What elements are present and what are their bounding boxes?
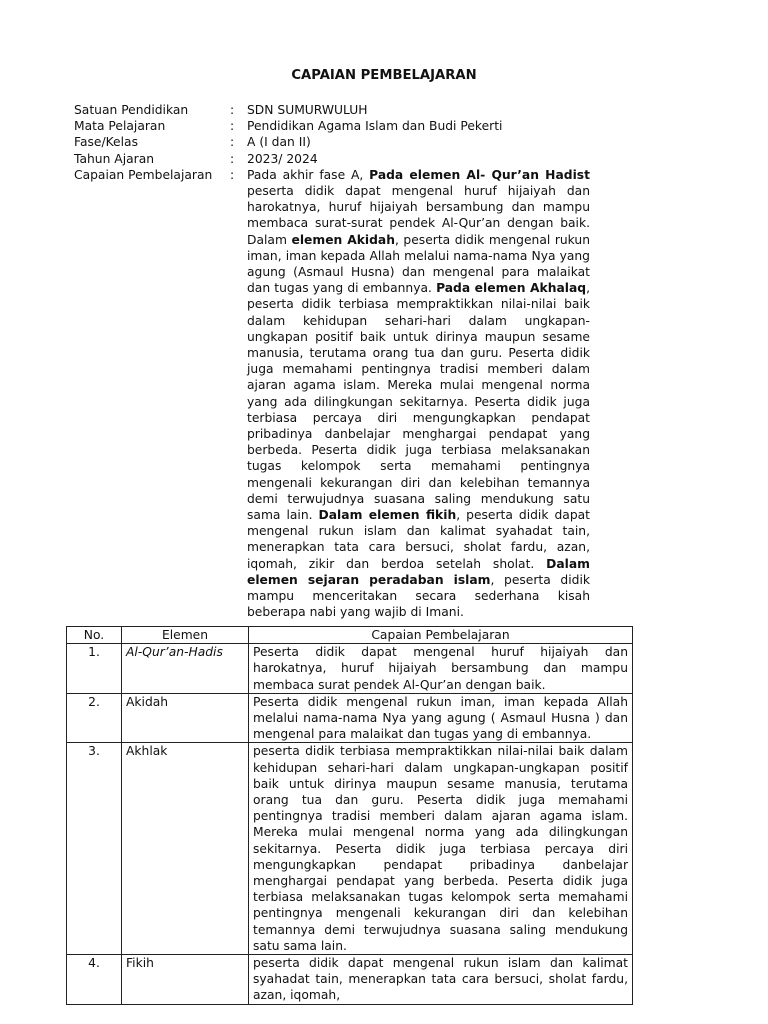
table-row	[67, 955, 633, 1005]
capaian-bold-segment: Dalam elemen fikih	[318, 508, 457, 523]
info-label: Fase/Kelas	[74, 135, 138, 150]
row-elemen: Akhlak	[122, 743, 249, 955]
info-colon: :	[230, 135, 235, 150]
info-row-fase-kelas	[74, 134, 590, 150]
row-number: 4.	[67, 955, 122, 1005]
row-capaian: peserta didik dapat mengenal rukun islam dan kalimat syahadat tain, menerapkan tata cara bersuci, sholat fardu, azan, iqomah,	[249, 955, 633, 1005]
info-value: Pendidikan Agama Islam dan Budi Pekerti	[247, 119, 503, 134]
info-label: Satuan Pendidikan	[74, 103, 189, 117]
info-colon: :	[230, 103, 235, 117]
table-header-row	[67, 627, 633, 644]
info-colon: :	[230, 167, 235, 182]
info-row-mata-pelajaran	[74, 118, 590, 134]
capaian-text-segment: peserta didik dapat mengenal huruf hijaiyah dan harokatnya, huruf hijaiyah bersambung dan mampu membaca surat-surat pendek Al-Qur’an dengan baik. Dalam	[247, 183, 590, 247]
info-value: SDN SUMURWULUH	[247, 103, 368, 117]
capaian-text-segment: , peserta didik mengenal rukun iman, iman kepada Allah melalui nama-nama Nya yang agung (Asmaul Husna) dan mengenal para malaikat dan tugas yang di embannya.	[247, 232, 590, 296]
capaian-bold-segment: Pada elemen Al- Qur’an Hadist	[369, 167, 590, 182]
capaian-bold-segment: Dalam elemen sejaran peradaban islam	[247, 556, 590, 587]
info-colon: :	[230, 119, 235, 134]
row-elemen: Akidah	[122, 693, 249, 743]
capaian-text-segment: , peserta didik dapat mengenal rukun islam dan kalimat syahadat tain, menerapkan tata cara bersuci, sholat fardu, azan, iqomah, zikir dan berdoa setelah sholat.	[247, 508, 590, 571]
info-row-satuan-pendidikan	[74, 102, 590, 118]
row-elemen: Fikih	[122, 955, 249, 1005]
info-value: 2023/ 2024	[247, 151, 318, 166]
table-row	[67, 743, 633, 955]
info-row-capaian	[74, 167, 590, 621]
info-label: Capaian Pembelajaran	[74, 167, 213, 182]
capaian-text-segment: , peserta didik mampu menceritakan secara sederhana kisah beberapa nabi yang wajib di Imani.	[247, 572, 590, 620]
row-elemen: Al-Qur’an-Hadis	[122, 644, 249, 694]
page-title: CAPAIAN PEMBELAJARAN	[291, 68, 477, 83]
header-elemen: Elemen	[122, 627, 249, 644]
row-number: 2.	[67, 693, 122, 743]
info-label: Mata Pelajaran	[74, 119, 166, 134]
row-number: 1.	[67, 644, 122, 694]
info-row-tahun-ajaran	[74, 151, 590, 167]
capaian-bold-segment: elemen Akidah	[291, 232, 395, 247]
info-block	[74, 102, 590, 620]
row-capaian: Peserta didik dapat mengenal huruf hijaiyah dan harokatnya, huruf hijaiyah bersambung dan mampu membaca surat pendek Al-Qur’an dengan baik.	[249, 644, 633, 694]
row-number: 3.	[67, 743, 122, 955]
capaian-text-segment: Pada akhir fase A,	[247, 167, 370, 182]
info-value: A (I dan II)	[247, 135, 311, 150]
info-label: Tahun Ajaran	[74, 151, 155, 166]
capaian-bold-segment: Pada elemen Akhalaq	[436, 281, 587, 296]
capaian-table	[66, 626, 633, 1005]
info-colon: :	[230, 151, 235, 166]
row-capaian: peserta didik terbiasa mempraktikkan nilai-nilai baik dalam kehidupan sehari-hari dalam ungkapan-ungkapan positif baik untuk dirinya maupun sesame manusia, terutama orang tua dan guru. Peserta didik juga memahami pentingnya tradisi memberi dalam ajaran agama islam. Mereka mulai mengenal norma yang ada dilingkungan sekitarnya. Peserta didik juga terbiasa percaya diri mengungkapkan pendapat pribadinya danbelajar menghargai pendapat yang berbeda. Peserta didik juga terbiasa melaksanakan tugas kelompok serta memahami pentingnya mengenali kekurangan diri dan kelebihan temannya demi terwujudnya suasana saling mendukung satu sama lain.	[249, 743, 633, 955]
row-capaian: Peserta didik mengenal rukun iman, iman kepada Allah melalui nama-nama Nya yang agung ( Asmaul Husna ) dan mengenal para malaikat dan tugas yang di embannya.	[249, 693, 633, 743]
header-no: No.	[67, 627, 122, 644]
capaian-paragraph	[247, 167, 590, 621]
capaian-text-segment: , peserta didik terbiasa mempraktikkan nilai-nilai baik dalam kehidupan sehari-hari dalam ungkapan-ungkapan positif baik untuk dirinya maupun sesame manusia, terutama orang tua dan guru. Peserta didik juga memahami pentingnya tradisi memberi dalam ajaran agama islam. Mereka mulai mengenal norma yang ada dilingkungan sekitarnya. Peserta didik juga terbiasa percaya diri mengungkapkan pendapat pribadinya danbelajar menghargai pendapat yang berbeda. Peserta didik juga terbiasa melaksanakan tugas kelompok serta memahami pentingnya mengenali kekurangan diri dan kelebihan temannya demi terwujudnya suasana saling mendukung satu sama lain.	[247, 281, 590, 523]
table-row	[67, 693, 633, 743]
table-row	[67, 644, 633, 694]
header-capaian: Capaian Pembelajaran	[249, 627, 633, 644]
